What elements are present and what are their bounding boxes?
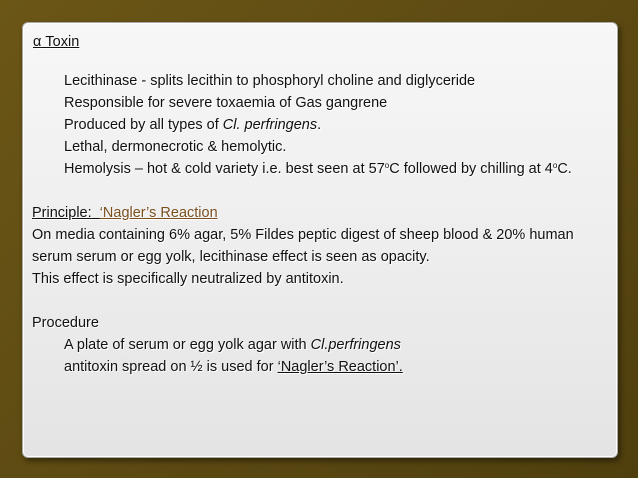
principle-text-3: This effect is specifically neutralized by antitoxin. [32, 271, 344, 287]
procedure-line-1 [64, 336, 401, 354]
heading-label: Toxin [41, 34, 80, 50]
principle-label: Principle: [32, 205, 92, 221]
produced-by-end: . [317, 117, 322, 133]
degree-symbol-1: o [384, 161, 390, 170]
property-toxaemia: Responsible for severe toxaemia of Gas gangrene [64, 95, 388, 111]
alpha-symbol: α [33, 34, 42, 50]
procedure-species: Cl.perfringens [310, 337, 401, 353]
hemolysis-text-a: Hemolysis – hot & cold variety i.e. best seen at 57 [64, 161, 385, 177]
hemolysis-text-b: C followed by chilling at 4 [389, 161, 553, 177]
produced-by-text: Produced by all types of [64, 117, 223, 133]
principle-heading [32, 204, 218, 222]
property-produced-by [64, 116, 321, 134]
procedure-nagler-reaction: ‘Nagler’s Reaction’. [277, 359, 403, 375]
procedure-antitoxin-text: antitoxin spread on ½ is used for [64, 359, 278, 375]
property-lecithinase: Lecithinase - splits lecithin to phosphoryl choline and diglyceride [64, 73, 476, 89]
principle-text-1: On media containing 6% agar, 5% Fildes peptic digest of sheep blood & 20% human [32, 227, 574, 243]
property-lethal: Lethal, dermonecrotic & hemolytic. [64, 139, 287, 155]
procedure-heading: Procedure [32, 315, 99, 331]
procedure-line-2 [64, 358, 403, 376]
nagler-reaction-link[interactable]: ‘Nagler’s Reaction [99, 205, 218, 221]
alpha-toxin-heading [33, 33, 79, 51]
property-hemolysis [64, 160, 572, 178]
degree-symbol-2: o [552, 161, 558, 170]
hemolysis-text-c: C. [557, 161, 572, 177]
procedure-plate-text: A plate of serum or egg yolk agar with [64, 337, 311, 353]
principle-gap [92, 205, 100, 221]
principle-text-2: serum serum or egg yolk, lecithinase effect is seen as opacity. [32, 249, 430, 265]
species-name: Cl. perfringens [222, 117, 318, 133]
